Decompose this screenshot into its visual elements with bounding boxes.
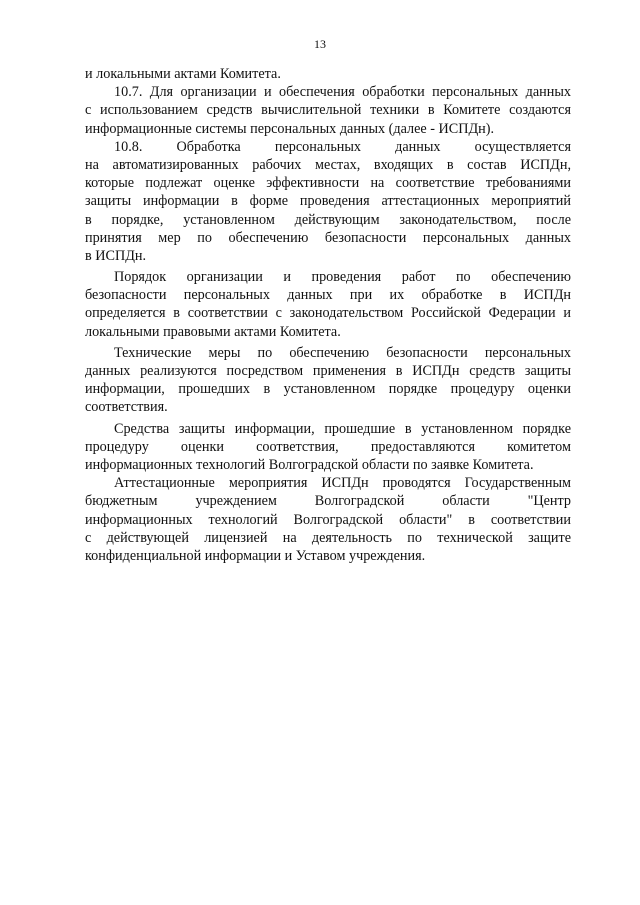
text-line: данных реализуются посредством применения в ИСПДн средств защиты xyxy=(85,363,571,379)
paragraph xyxy=(85,268,571,341)
text-line: в порядке, установленном действующим законодательством, после xyxy=(85,211,571,228)
text-line: защиты информации в форме проведения аттестационных мероприятий xyxy=(85,193,571,210)
text-line: принятия мер по обеспечению безопасности персональных данных xyxy=(85,229,571,246)
paragraph-10-8 xyxy=(85,138,571,265)
paragraph-10-7 xyxy=(85,83,571,138)
text-line: и локальными актами Комитета. xyxy=(85,66,281,82)
paragraph xyxy=(85,344,571,417)
page-number: 13 xyxy=(314,37,326,51)
text-line: информационных технологий Волгоградской области" в соответствии xyxy=(85,511,571,528)
text-line: Аттестационные мероприятия ИСПДн проводятся Государственным xyxy=(114,475,571,492)
text-line: бюджетным учреждением Волгоградской области "Центр xyxy=(85,493,571,510)
paragraph xyxy=(85,474,571,565)
paragraph xyxy=(85,65,571,83)
text-line: соответствия. xyxy=(85,399,168,416)
text-line: конфиденциальной информации и Уставом учреждения. xyxy=(85,547,426,564)
text-line: 10.7. Для организации и обеспечения обработки персональных данных xyxy=(114,84,571,101)
text-line: безопасности персональных данных при их обработке в ИСПДн xyxy=(85,287,571,304)
text-line: в ИСПДн. xyxy=(85,247,147,264)
text-line: Порядок организации и проведения работ по обеспечению xyxy=(114,269,571,286)
text-line: на автоматизированных рабочих местах, входящих в состав ИСПДн, xyxy=(85,156,571,173)
text-line: информационных технологий Волгоградской области по заявке Комитета. xyxy=(85,456,534,473)
text-line: с действующей лицензией на деятельность по технической защите xyxy=(85,529,571,546)
text-line: с использованием средств вычислительной техники в Комитете создаются xyxy=(85,102,571,119)
text-line: которые подлежат оценке эффективности на соответствие требованиями xyxy=(85,175,571,192)
text-line: 10.8. Обработка персональных данных осуществляется xyxy=(114,138,571,155)
text-line: Средства защиты информации, прошедшие в установленном порядке xyxy=(114,420,571,437)
document-body xyxy=(85,65,571,565)
paragraph xyxy=(85,420,571,475)
text-line: процедуру оценки соответствия, предоставляются комитетом xyxy=(85,438,571,455)
text-line: определяется в соответствии с законодательством Российской Федерации и xyxy=(85,305,571,322)
text-line: информационные системы персональных данных (далее - ИСПДн). xyxy=(85,120,495,137)
text-line: информации, прошедших в установленном порядке процедуру оценки xyxy=(85,381,571,398)
text-line: локальными правовыми актами Комитета. xyxy=(85,323,341,340)
text-line: Технические меры по обеспечению безопасности персональных xyxy=(114,344,571,361)
